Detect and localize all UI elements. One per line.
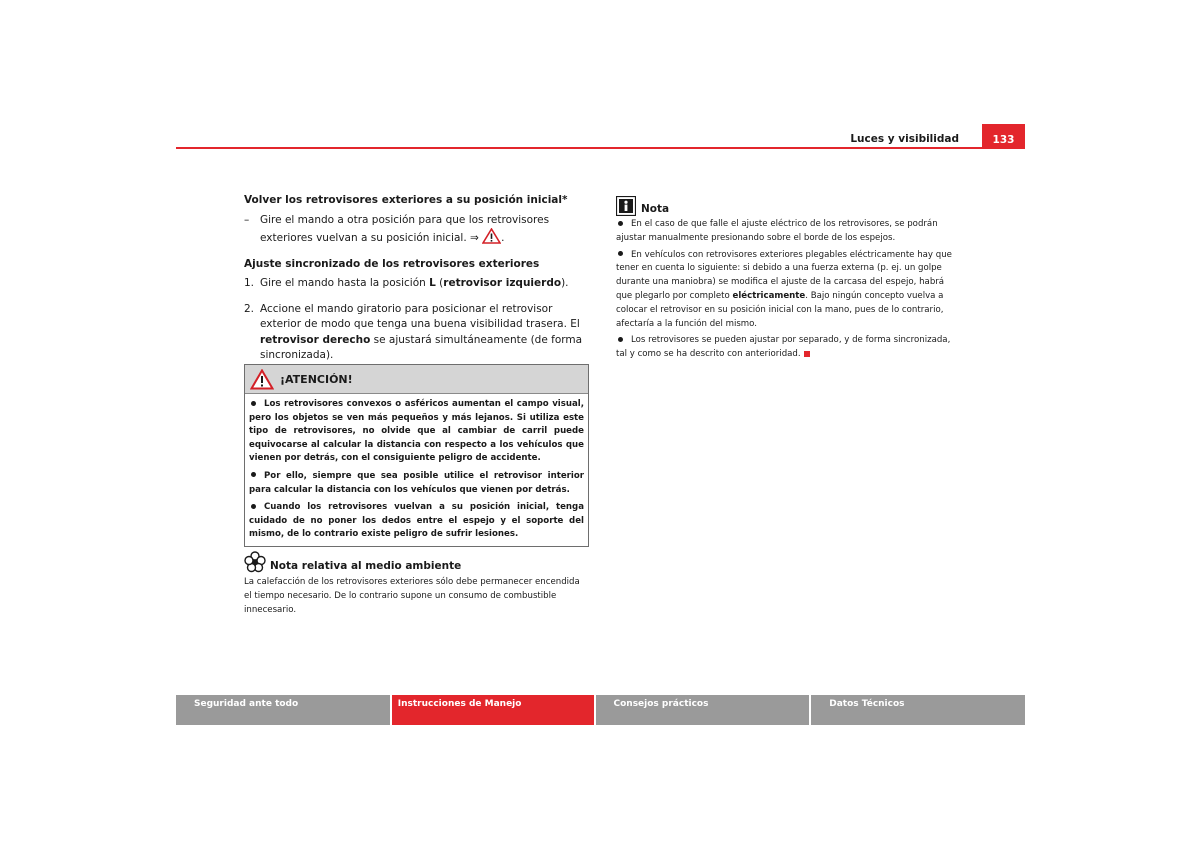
warning-text: Los retrovisores convexos o asféricos aumentan el campo visual, pero los objetos se ven más pequeños y más lejanos. Si utiliza este tipo de retrovisores, no olvide que al cambiar de carril puede equivocarse al calcular la distancia con respecto a los vehículos que vienen por detrás, con el consiguiente peligro de accidente. bbox=[249, 399, 584, 464]
bullet-icon bbox=[251, 472, 256, 477]
tab-label: Consejos prácticos bbox=[613, 699, 709, 709]
warning-item bbox=[249, 470, 584, 497]
info-icon bbox=[616, 196, 636, 216]
note-body bbox=[616, 218, 961, 362]
mirror-reset-text: Gire el mando a otra posición para que los retrovisores exteriores vuelvan a su posición inicial. bbox=[260, 213, 550, 244]
environment-note-text: La calefacción de los retrovisores exteriores sólo debe permanecer encendida el tiempo necesario. De lo contrario supone un consumo de combustible innecesario. bbox=[244, 577, 580, 615]
section-title: Luces y visibilidad bbox=[850, 133, 959, 145]
environment-note bbox=[244, 551, 589, 617]
step-text: ). bbox=[561, 277, 569, 289]
bullet-icon bbox=[251, 401, 256, 406]
dash-marker: – bbox=[244, 213, 250, 226]
warning-text: Cuando los retrovisores vuelvan a su posición inicial, tenga cuidado de no poner los dedos entre el espejo y el soporte del mismo, de lo contrario existe peligro de sufrir lesiones. bbox=[249, 502, 584, 540]
warning-item bbox=[249, 398, 584, 466]
note-item bbox=[616, 218, 961, 246]
note-text: . Bajo ningún concepto vuelva a colocar el retrovisor en su posición inicial con la mano, pues de lo contrario, afectaría a la función del mismo. bbox=[616, 290, 944, 329]
step-text: Gire el mando hasta la posición bbox=[260, 277, 430, 289]
tab-label: Seguridad ante todo bbox=[194, 699, 299, 709]
warning-header bbox=[245, 365, 588, 394]
environment-note-title: Nota relativa al medio ambiente bbox=[270, 560, 462, 572]
warning-reference-icon[interactable] bbox=[482, 228, 501, 244]
ref-arrow: ⇒ bbox=[470, 232, 479, 244]
bullet-icon bbox=[618, 251, 623, 256]
warning-triangle-icon bbox=[250, 369, 274, 390]
step-text: se ajustará simultáneamente (de forma sincronizada). bbox=[260, 333, 583, 361]
mirror-reset-heading: Volver los retrovisores exteriores a su posición inicial* bbox=[244, 194, 568, 206]
note-box bbox=[616, 196, 961, 365]
left-mirror-term: retrovisor izquierdo bbox=[443, 277, 562, 289]
tab-consejos[interactable] bbox=[596, 695, 810, 725]
note-text: En vehículos con retrovisores exteriores plegables eléctricamente hay que tener en cuenta lo siguiente: si debido a una fuerza externa (p. ej. un golpe durante una maniobra) se modifica el ajuste de la carcasa del espejo, habrá que plegarlo por completo bbox=[616, 249, 952, 301]
sync-step-2 bbox=[244, 302, 589, 364]
left-column bbox=[244, 193, 589, 364]
step-number: 2. bbox=[244, 302, 255, 315]
note-title: Nota bbox=[641, 203, 670, 215]
note-item bbox=[616, 334, 961, 362]
step-text: ( bbox=[435, 277, 444, 289]
sync-step-1 bbox=[244, 276, 589, 292]
step-number: 1. bbox=[244, 277, 255, 289]
header-rule bbox=[176, 147, 982, 149]
right-mirror-term: retrovisor derecho bbox=[260, 333, 371, 346]
step-text: Accione el mando giratorio para posicionar el retrovisor exterior de modo que tenga una buena visibilidad trasera. El bbox=[260, 302, 580, 330]
tab-datos[interactable] bbox=[811, 695, 1025, 725]
page-number: 133 bbox=[982, 124, 1025, 149]
warning-box bbox=[244, 364, 589, 547]
warning-body bbox=[245, 394, 588, 546]
footer-tabs bbox=[176, 695, 1025, 725]
note-item bbox=[616, 249, 961, 332]
bullet-icon bbox=[251, 504, 256, 509]
sync-adjust-heading: Ajuste sincronizado de los retrovisores exteriores bbox=[244, 257, 540, 270]
electrically-term: eléctricamente bbox=[732, 290, 806, 301]
warning-item bbox=[249, 501, 584, 542]
warning-text: Por ello, siempre que sea posible utilice el retrovisor interior para calcular la distancia con los vehículos que vienen por detrás. bbox=[249, 470, 584, 495]
mirror-reset-step bbox=[244, 213, 589, 247]
flower-icon bbox=[244, 551, 266, 573]
note-text: Los retrovisores se pueden ajustar por separado, y de forma sincronizada, tal y como se ha descrito con anterioridad. bbox=[616, 335, 951, 360]
bullet-icon bbox=[618, 221, 623, 226]
tab-seguridad[interactable] bbox=[176, 695, 390, 725]
end-of-section-icon bbox=[804, 351, 810, 357]
ref-end: . bbox=[501, 232, 505, 244]
bullet-icon bbox=[618, 337, 623, 342]
tab-label: Datos Técnicos bbox=[829, 699, 905, 709]
position-l-label: L bbox=[429, 277, 436, 289]
note-text: En el caso de que falle el ajuste eléctrico de los retrovisores, se podrán ajustar manualmente presionando sobre el borde de los espejos. bbox=[616, 219, 938, 243]
tab-instrucciones[interactable] bbox=[392, 695, 594, 725]
warning-title: ¡ATENCIÓN! bbox=[280, 372, 353, 386]
tab-label: Instrucciones de Manejo bbox=[397, 699, 522, 709]
